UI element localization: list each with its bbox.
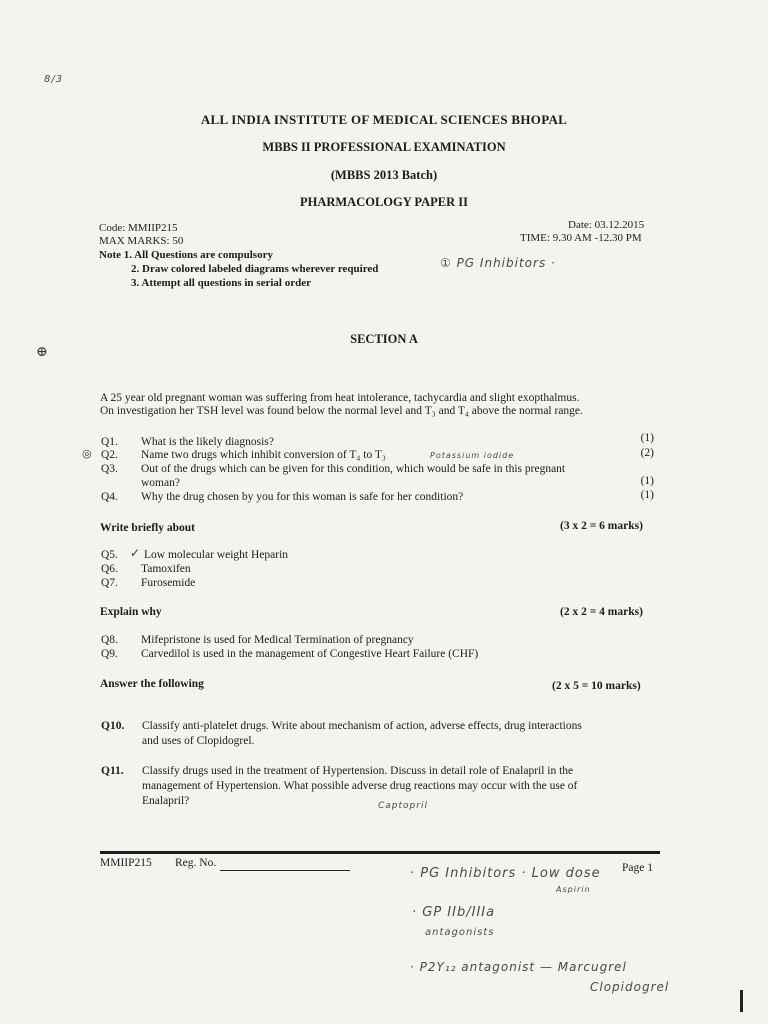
question-text: What is the likely diagnosis? (141, 436, 274, 448)
question-marks: (1) (640, 432, 654, 444)
question-number: Q10. (101, 720, 125, 732)
explain-why-marks: (2 x 2 = 4 marks) (560, 606, 643, 618)
note-3: 3. Attempt all questions in serial order (131, 277, 311, 289)
handwritten-antagonists-note: antagonists (425, 927, 495, 938)
question-number: Q5. (101, 549, 118, 561)
question-marks: (1) (640, 475, 654, 487)
section-a-title: SECTION A (350, 332, 418, 346)
question-marks: (2) (640, 447, 654, 459)
handwritten-pg-note: ① PG Inhibitors · (440, 256, 556, 270)
question-text: Tamoxifen (141, 563, 191, 575)
case-line-2: On investigation her TSH level was found below the normal level and T₃ and T₄ above the normal range. (100, 405, 583, 417)
question-text-continued: and uses of Clopidogrel. (142, 735, 255, 747)
case-line-1: A 25 year old pregnant woman was suffering from heat intolerance, tachycardia and slight exopthalmus. (100, 392, 580, 404)
question-text: Low molecular weight Heparin (144, 549, 289, 561)
handwritten-gp-note: · GP IIb/IIIa (412, 905, 496, 920)
footer-page: Page 1 (622, 862, 653, 874)
exam-time: TIME: 9.30 AM -12.30 PM (520, 232, 642, 244)
footer-code: MMIIP215 (100, 857, 152, 869)
note-2: 2. Draw colored labeled diagrams wherever required (131, 263, 379, 275)
explain-why-heading: Explain why (100, 606, 162, 618)
answer-following-heading: Answer the following (100, 678, 204, 690)
question-number: Q2. (101, 449, 118, 461)
question-number: Q7. (101, 577, 118, 589)
corner-handwritten-mark: 8/3 (44, 74, 64, 85)
question-number: Q1. (101, 436, 118, 448)
paper-title: PHARMACOLOGY PAPER II (299, 195, 469, 209)
handwritten-aspirin-note: Aspirin (556, 885, 591, 894)
handwritten-clopidogrel-note: Clopidogrel (590, 980, 670, 994)
question-text: Furosemide (141, 577, 196, 589)
question-text: Carvedilol is used in the management of Congestive Heart Failure (CHF) (141, 648, 479, 660)
write-briefly-marks: (3 x 2 = 6 marks) (560, 520, 643, 532)
scan-edge-mark (740, 990, 743, 1012)
footer-rule (100, 851, 660, 854)
question-text: Mifepristone is used for Medical Termination of pregnancy (141, 634, 414, 646)
question-number: Q6. (101, 563, 118, 575)
answer-following-marks: (2 x 5 = 10 marks) (552, 680, 641, 692)
note-1: Note 1. All Questions are compulsory (99, 249, 273, 261)
footer-reg-label: Reg. No. (175, 857, 217, 869)
tick-mark-icon: ✓ (130, 546, 141, 560)
exam-title: MBBS II PROFESSIONAL EXAMINATION (262, 140, 506, 154)
question-text-continued: woman? (141, 477, 180, 489)
question-number: Q3. (101, 463, 118, 475)
question-text: Classify drugs used in the treatment of Hypertension. Discuss in detail role of Enalapril in the (142, 765, 574, 777)
reg-no-line (220, 870, 350, 871)
exam-date: Date: 03.12.2015 (568, 219, 645, 231)
exam-code: Code: MMIIP215 (99, 222, 178, 234)
question-text-continued: management of Hypertension. What possible adverse drug reactions may occur with the use of (142, 780, 578, 792)
question-number: Q11. (101, 765, 124, 777)
write-briefly-heading: Write briefly about (100, 522, 195, 534)
question-number: Q9. (101, 648, 118, 660)
max-marks: MAX MARKS: 50 (99, 235, 184, 247)
question-text: Why the drug chosen by you for this woman is safe for her condition? (141, 491, 464, 503)
handwritten-captopril-note: Captopril (378, 801, 428, 811)
question-marks: (1) (640, 489, 654, 501)
batch-title: (MBBS 2013 Batch) (330, 168, 438, 182)
margin-circle-plus-icon: ⊕ (36, 345, 48, 360)
question-number: Q4. (101, 491, 118, 503)
question-text: Out of the drugs which can be given for this condition, which would be safe in this pregnant (141, 463, 566, 475)
institute-title: ALL INDIA INSTITUTE OF MEDICAL SCIENCES BHOPAL (200, 112, 568, 127)
question-number: Q8. (101, 634, 118, 646)
question-text: Classify anti-platelet drugs. Write about mechanism of action, adverse effects, drug interactions (142, 720, 582, 732)
handwritten-dose-note: · PG Inhibitors · Low dose (410, 866, 601, 881)
handwritten-p2y-note: · P2Y₁₂ antagonist — Marcugrel (410, 960, 627, 974)
question-text-continued: Enalapril? (142, 795, 190, 807)
margin-circle-icon: ◎ (82, 448, 92, 460)
handwritten-q2-note: Potassium iodide (430, 451, 515, 460)
question-text: Name two drugs which inhibit conversion of T₄ to T₃ (141, 449, 386, 461)
